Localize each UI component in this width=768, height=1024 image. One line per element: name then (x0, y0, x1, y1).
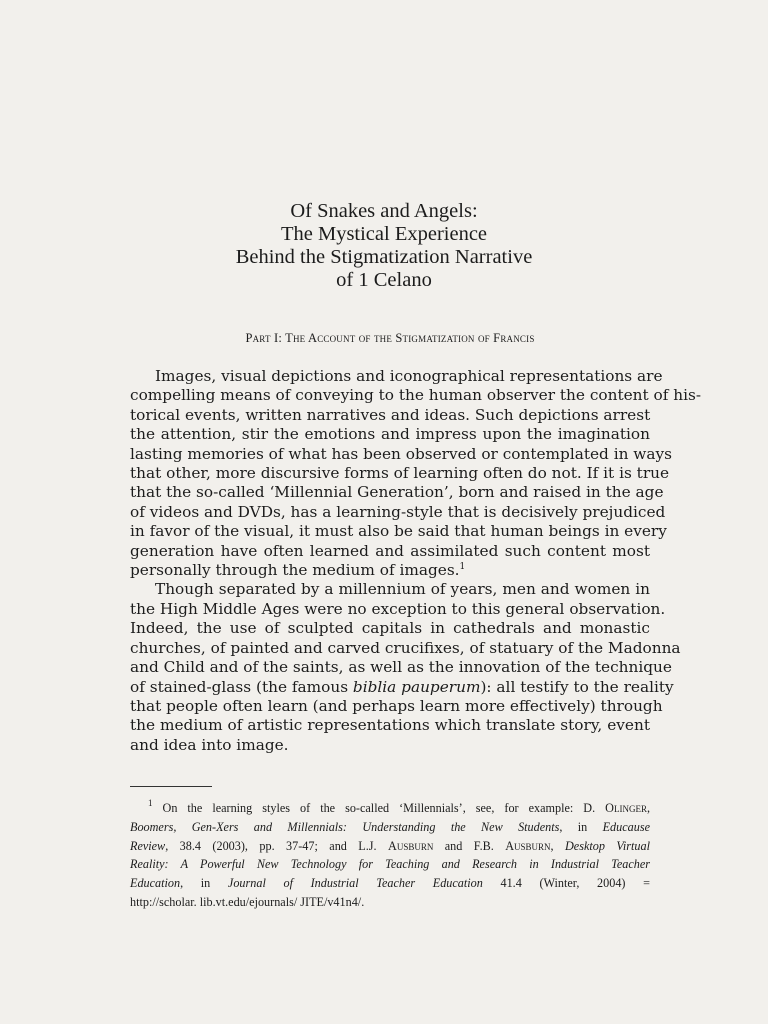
italic-title: Desktop Virtual (565, 838, 650, 853)
text-fragment: , 38.4 (2003), pp. 37-47; and L.J. (165, 838, 389, 853)
italic-title: Boomers, Gen-Xers and Millennials: Understanding the New Students (130, 819, 560, 834)
text-fragment: and F.B. (433, 838, 506, 853)
text-fragment: personally through the medium of images. (130, 561, 460, 580)
text-line: and Child and of the saints, as well as the innovation of the technique (130, 658, 672, 677)
journal-title: Journal of Industrial Teacher Education (227, 876, 483, 891)
text-line: the medium of artistic representations which translate story, event (130, 716, 650, 735)
footnote (130, 799, 650, 912)
footnote-number: 1 (148, 798, 153, 808)
text-line: lasting memories of what has been observed or contemplated in ways (130, 444, 673, 463)
journal-title: Educause (602, 819, 650, 834)
text-fragment: On the learning styles of the so-called ‘Millennials’, see, for example: D. (162, 801, 606, 815)
text-line: that people often learn (and perhaps learn more effectively) through (130, 696, 663, 715)
paragraph-1 (130, 367, 702, 580)
text-line: Though separated by a millennium of years, men and women in (155, 580, 650, 599)
footnote-url[interactable]: http://scholar. lib.vt.edu/ejournals/ JITE/v41n4/. (130, 894, 365, 909)
text-line: Images, visual depictions and iconographical representations are (155, 367, 663, 385)
text-fragment: ): all testify to the reality (480, 677, 674, 696)
journal-title: Review (130, 838, 166, 853)
text-line (130, 677, 674, 697)
text-fragment: of stained-glass (the famous (130, 677, 353, 696)
author-name: Olinger (605, 801, 647, 815)
text-line: churches, of painted and carved crucifixes, of statuary of the Madonna (130, 638, 681, 657)
text-line: of videos and DVDs, has a learning-style that is decisively prejudiced (130, 502, 666, 521)
text-line: Indeed, the use of sculpted capitals in cathedrals and monastic (130, 619, 650, 638)
text-line: in favor of the visual, it must also be said that human beings in every (130, 522, 667, 541)
footnote-marker[interactable]: 1 (459, 562, 466, 573)
title-line: Of Snakes and Angels: (290, 200, 478, 222)
text-line: the attention, stir the emotions and impress upon the imagination (130, 425, 650, 444)
text-fragment: , in (559, 819, 603, 834)
text-line: compelling means of conveying to the human observer the content of his- (130, 386, 702, 405)
title-line: Behind the Stigmatization Narrative (235, 246, 533, 268)
italic-term: biblia pauperum (352, 677, 481, 696)
title-line: The Mystical Experience (280, 223, 488, 245)
text-line: torical events, written narratives and ideas. Such depictions arrest (130, 405, 651, 424)
text-line: the High Middle Ages were no exception to this general observation. (130, 599, 666, 618)
footnote-separator (130, 786, 212, 787)
text-line: that other, more discursive forms of learning often do not. If it is true (130, 464, 670, 483)
text-line: generation have often learned and assimilated such content most (130, 541, 650, 560)
article-title (0, 200, 768, 292)
text-fragment: , in (180, 876, 228, 891)
author-name: Ausburn (388, 838, 434, 853)
paragraph-2 (130, 580, 681, 755)
text-line: that the so-called ‘Millennial Generation’, born and raised in the age (130, 483, 664, 502)
italic-title: Reality: A Powerful New Technology for Teaching and Research in Industrial Teacher (130, 857, 650, 872)
body-text (130, 367, 702, 755)
text-line: and idea into image. (130, 735, 289, 754)
author-name: Ausburn (505, 838, 551, 853)
text-fragment: , (550, 838, 565, 853)
footnote-line (130, 799, 650, 818)
footnote-line (130, 818, 650, 837)
text-line (130, 561, 650, 580)
italic-title: Education (130, 876, 181, 891)
footnote-line (130, 855, 650, 874)
footnote-line (130, 874, 650, 893)
part-heading: Part I: The Account of the Stigmatization of Francis (245, 331, 535, 345)
footnote-line (130, 837, 650, 856)
title-line: of 1 Celano (336, 269, 432, 291)
text-fragment: , (646, 801, 650, 815)
text-fragment: 41.4 (Winter, 2004) = (482, 876, 651, 891)
